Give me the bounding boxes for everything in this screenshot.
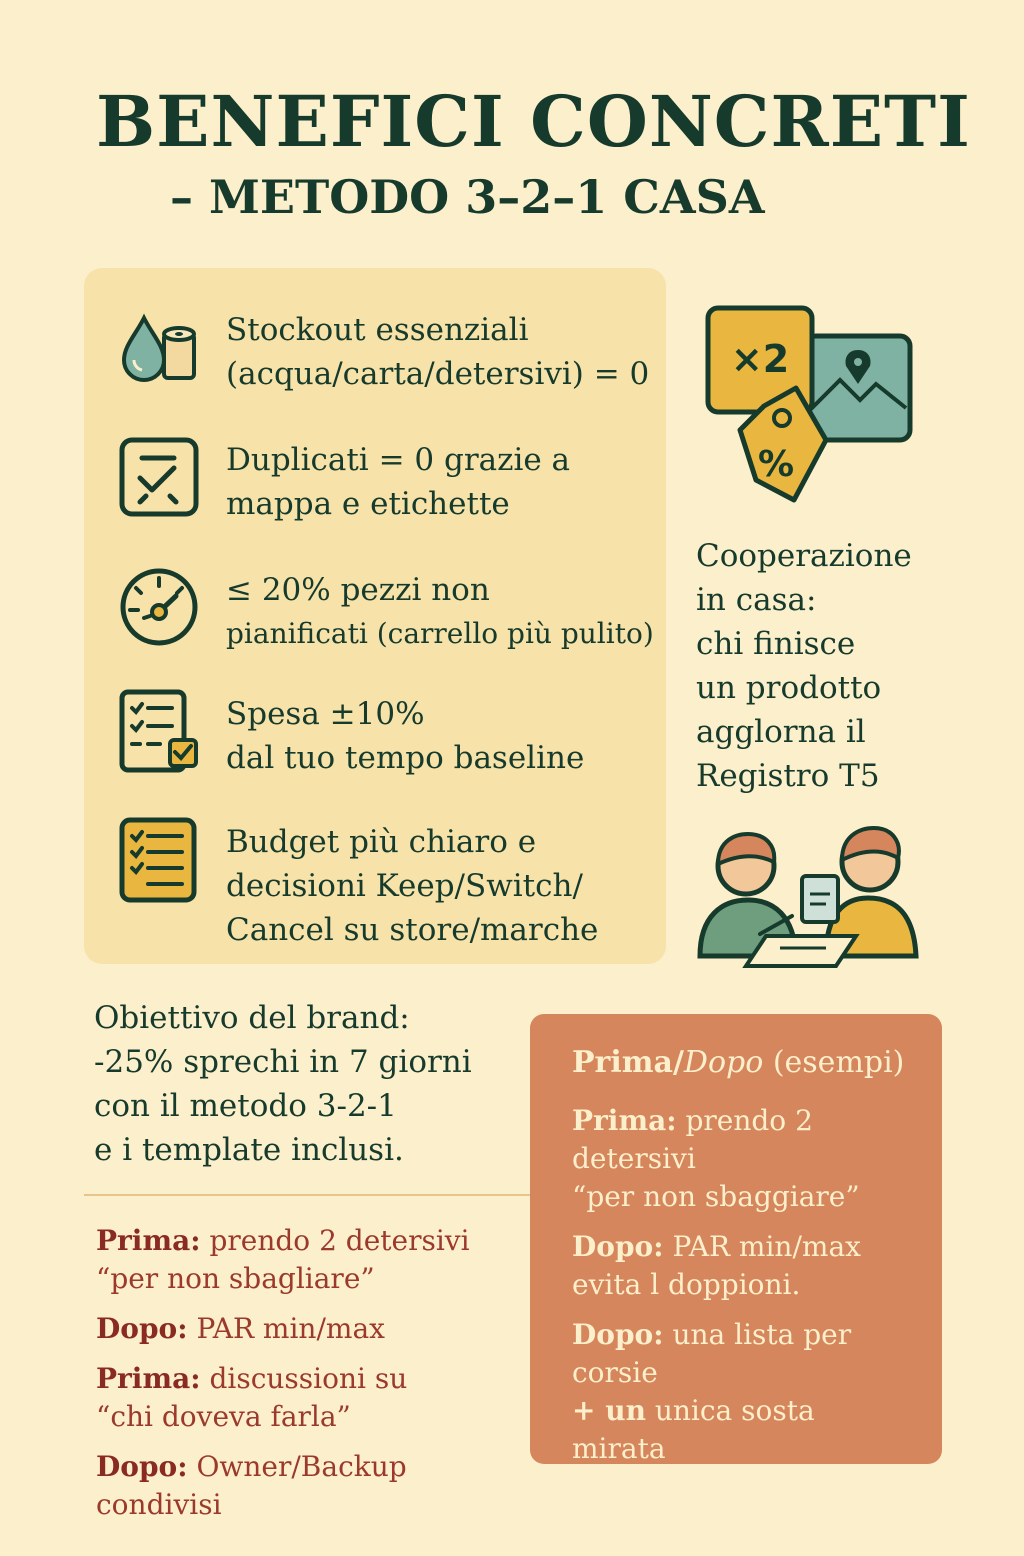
- item-value-line2: unica sosta mirata: [572, 1394, 815, 1465]
- goal-line: e i template inclusi.: [94, 1132, 404, 1168]
- section-divider: [84, 1194, 530, 1196]
- before-after-list: [96, 1222, 536, 1536]
- item-value: discussioni su: [209, 1362, 408, 1395]
- coop-line: agglorna il: [696, 714, 866, 750]
- card-item: [572, 1316, 912, 1468]
- benefit-line: (acqua/carta/detersivi) = 0: [226, 356, 650, 392]
- item-value-line2: evita l doppioni.: [572, 1268, 801, 1301]
- card-title-rest: (esempi): [763, 1045, 905, 1080]
- card-item: [572, 1480, 912, 1556]
- page-subtitle: – METODO 3–2–1 CASA: [170, 170, 765, 224]
- water-drop-and-paper-roll-icon: [116, 304, 202, 390]
- benefit-line: mappa e etichette: [226, 486, 510, 522]
- item-key: Dopo:: [572, 1318, 664, 1351]
- item-value: una lista per corsie: [572, 1318, 852, 1389]
- item-value: Owner/Backup: [672, 1482, 883, 1515]
- item-key: Prima:: [572, 1104, 677, 1137]
- benefit-text: [226, 692, 656, 780]
- goal-line: Obiettivo del brand:: [94, 1000, 410, 1036]
- benefit-text: [226, 820, 656, 952]
- benefit-line: Spesa ±10%: [226, 696, 425, 732]
- benefit-text: [226, 308, 656, 396]
- list-document-icon: [116, 816, 202, 902]
- benefit-line: Stockout essenziali: [226, 312, 529, 348]
- item-value-line2: “per non sbaggiare”: [572, 1180, 860, 1213]
- coop-line: Registro T5: [696, 758, 880, 794]
- benefit-line: Budget più chiaro e: [226, 824, 537, 860]
- duplicate-check-icon: [116, 434, 202, 520]
- benefit-item-spending: [84, 668, 666, 778]
- card-title-bold: Prima/: [572, 1045, 684, 1080]
- benefit-line: dal tuo tempo baseline: [226, 740, 585, 776]
- page-title: BENEFICI CONCRETI: [96, 80, 971, 163]
- item-value-key: + un: [572, 1394, 646, 1427]
- benefit-line: pianificati (carrello più pulito): [226, 617, 654, 650]
- item-value-line2: “chi doveva farla”: [96, 1400, 351, 1433]
- item-value: prendo 2 detersivi: [209, 1224, 470, 1257]
- benefit-text: [226, 568, 656, 656]
- item-value: prendo 2 detersivi: [572, 1104, 813, 1175]
- before-after-item: [96, 1222, 536, 1298]
- tag-text: %: [757, 444, 795, 485]
- savings-map-tag-icon: [700, 300, 920, 510]
- item-value: PAR min/max: [196, 1312, 385, 1345]
- before-after-item: [96, 1448, 536, 1524]
- item-key: Prima:: [96, 1362, 201, 1395]
- coop-line: chi finisce: [696, 626, 856, 662]
- item-value-line2: “per non sbagliare”: [96, 1262, 375, 1295]
- goal-line: -25% sprechi in 7 giorni: [94, 1044, 472, 1080]
- two-people-illustration: [696, 816, 936, 966]
- checklist-icon: [116, 688, 202, 774]
- card-title: [572, 1042, 912, 1084]
- cooperation-text: [696, 534, 996, 798]
- benefits-panel: [84, 268, 666, 964]
- brand-goal-text: [94, 996, 514, 1172]
- card-title-italic: Dopo: [683, 1045, 764, 1080]
- benefit-text: [226, 438, 656, 526]
- item-value: PAR min/max: [672, 1230, 861, 1263]
- benefit-line: Duplicati = 0 grazie a: [226, 442, 571, 478]
- item-value: Owner/Backup condivisi: [96, 1450, 407, 1521]
- coop-line: in casa:: [696, 582, 817, 618]
- goal-line: con il metodo 3-2-1: [94, 1088, 397, 1124]
- before-after-item: [96, 1360, 536, 1436]
- benefit-item-budget: [84, 796, 666, 946]
- coop-line: Cooperazione: [696, 538, 912, 574]
- item-key: Dopo:: [96, 1450, 188, 1483]
- badge-text: ×2: [730, 337, 790, 381]
- benefit-line: Cancel su store/marche: [226, 912, 599, 948]
- item-value-line2: condivisi.: [572, 1520, 707, 1553]
- benefit-item-stockout: [84, 284, 666, 394]
- item-key: Dopo:: [572, 1482, 664, 1515]
- benefit-item-unplanned: [84, 544, 666, 654]
- benefit-line: ≤ 20% pezzi non: [226, 572, 490, 608]
- before-after-item: [96, 1310, 536, 1348]
- benefit-item-duplicates: [84, 414, 666, 524]
- item-key: Dopo:: [572, 1230, 664, 1263]
- gauge-icon: [116, 564, 202, 650]
- coop-line: un prodotto: [696, 670, 882, 706]
- item-key: Prima:: [96, 1224, 201, 1257]
- card-item: [572, 1102, 912, 1216]
- before-after-card: [530, 1014, 942, 1553]
- benefit-line: decisioni Keep/Switch/: [226, 868, 583, 904]
- card-item: [572, 1228, 912, 1304]
- item-key: Dopo:: [96, 1312, 188, 1345]
